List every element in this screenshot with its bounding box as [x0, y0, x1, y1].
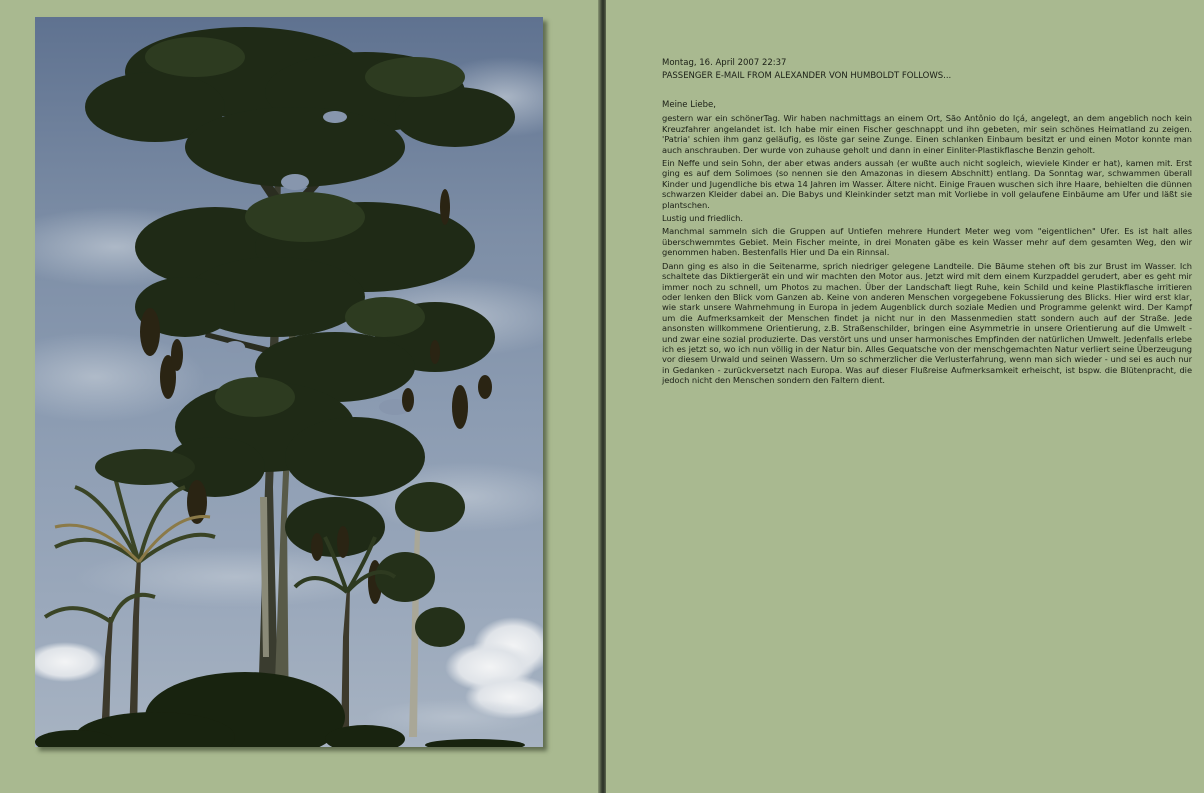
amazon-tree-photo	[35, 17, 543, 747]
email-greeting: Meine Liebe,	[662, 100, 716, 110]
right-page	[606, 0, 1204, 793]
paragraph: Lustig und friedlich.	[662, 213, 743, 224]
left-page	[0, 0, 600, 793]
email-text	[662, 57, 1192, 389]
paragraph: Dann ging es also in die Seitenarme, sprich niedriger gelegene Landteile. Die Bäume stehen oft bis zur Brust im Wasser. Ich schaltete das Diktiergerät ein und wir machten den Motor aus. Jetzt wird mit dem einem Kurzpaddel gerudert, aber es geht mir immer noch zu schnell, um Photos zu machen. Über der Landschaft liegt Ruhe, kein Schild und keine Plastikflasche irritieren oder lenken den Blick vom Ganzen ab. Keine von anderen Menschen vorgegebene Fokussierung des Blicks. Hier wird erst klar, wie stark unsere Wahrnehmung in Europa in jedem Augenblick durch soziale Medien und Programme gelenkt wird. Der Kampf um die Aufmerksamkeit der Menschen findet ja nicht nur in den Massenmedien statt sondern auch auf der Straße. Jede ansonsten willkommene Orientierung, z.B. Straßenschilder, bringen eine Asymmetrie in unsere Orientierung auf die Umwelt - und zwar eine sozial produzierte. Das verstört uns und unser harmonisches Empfinden der natürlichen Umwelt. Jedenfalls erlebe ich es jetzt so, wo ich nun völlig in der Natur bin. Alles Gequatsche von der menschgemachten Natur verliert seine Überzeugung vor diesem Urwald und seinen Wassern. Um so schmerzlicher die Verlusterfahrung, wenn man sich wieder - und sei es auch nur in Gedanken - zurückversetzt nach Europa. Was auf dieser Flußreise Aufmerksamkeit erheischt, ist bspw. die Blütenpracht, die jedoch nicht den Menschen sondern den Faltern dient.	[662, 260, 1192, 386]
paragraph: Manchmal sammeln sich die Gruppen auf Untiefen mehrere Hundert Meter weg vom "eigentlichen" Ufer. Es ist halt alles überschwemmtes Gebiet. Mein Fischer meinte, in drei Monaten gäbe es kein Wasser mehr auf dem gesamten Weg, den wir genommen haben. Bestenfalls Hier und Da ein Rinnsal.	[662, 226, 1192, 258]
paragraph: gestern war ein schönerTag. Wir haben nachmittags an einem Ort, São Antônio do Içá, angelegt, an dem angeblich noch kein Kreuzfahrer angelandet ist. Ich habe mir einen Fischer geschnappt und ihn gebeten, mir sein schönes Heimatland zu zeigen. 'Patria' schien ihm ganz geläufig, es löste gar seine Zunge. Einen schlanken Einbaum besitzt er und einen Motor konnte man auch anschrauben. Der wurde von zuhause geholt und dann in einer Einliter-Plastikflasche Benzin geholt.	[662, 113, 1192, 155]
email-date: Montag, 16. April 2007 22:37	[662, 58, 787, 68]
paragraph: Ein Neffe und sein Sohn, der aber etwas anders aussah (er wußte auch nicht sogleich, wieviele Kinder er hat), kamen mit. Erst ging es auf dem Solimoes (so nennen sie den Amazonas in diesem Abschnitt) entlang. Da Sonntag war, schwammen überall Kinder und Jugendliche bis etwa 14 Jahren im Wasser. Ältere nicht. Einige Frauen wuschen sich ihre Haare, behielten die dünnen schwarzen Kleider dabei an. Die Babys und Kleinkinder setzt man mit Vorliebe in voll gelaufene Einbäume am Ufer und läßt sie plantschen.	[662, 158, 1192, 210]
email-subject: PASSENGER E-MAIL FROM ALEXANDER VON HUMBOLDT FOLLOWS...	[662, 71, 952, 81]
